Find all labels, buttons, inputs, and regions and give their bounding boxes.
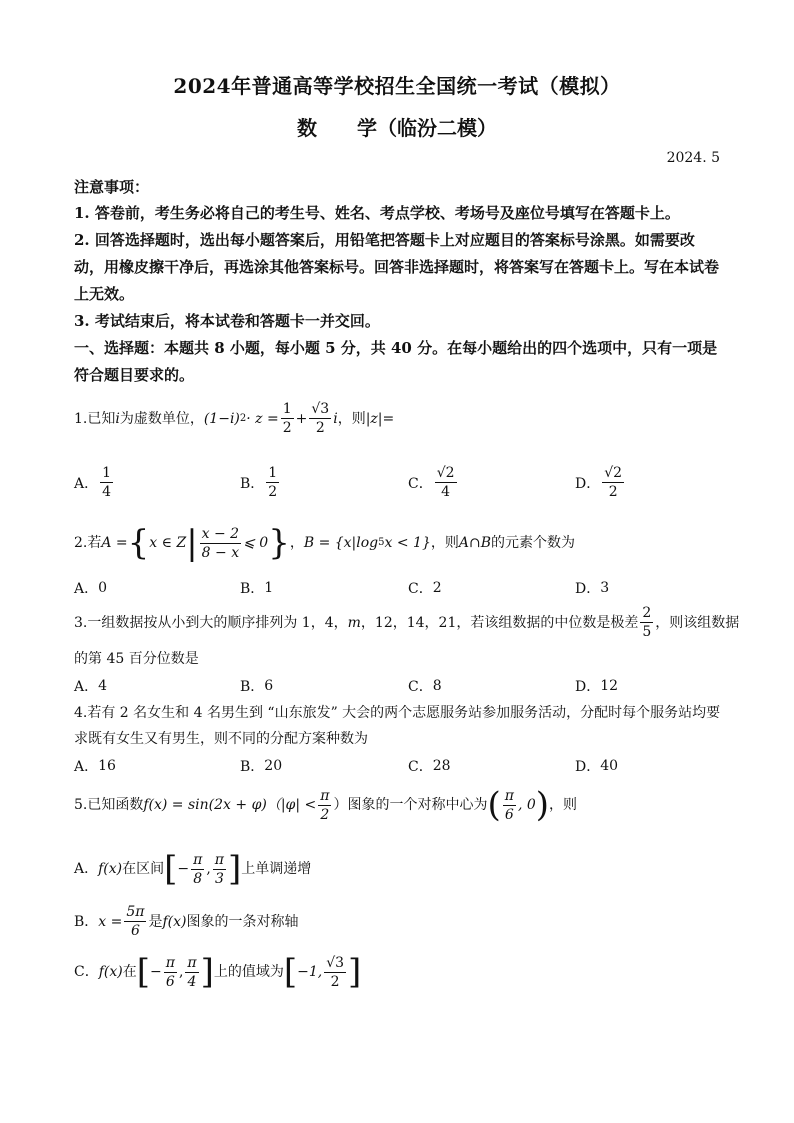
q5-center-lparen: ( bbox=[487, 785, 501, 825]
exam-date: 2024. 5 bbox=[666, 150, 720, 166]
q1-frac-2: $\frac{√3}{2}$ bbox=[311, 401, 330, 436]
q5-func: f(x) = sin(2x + φ) bbox=[143, 797, 267, 813]
q3-option-c[interactable]: C． 8 bbox=[408, 678, 442, 695]
q1-plus: + bbox=[295, 410, 308, 427]
q2-left-brace: { bbox=[127, 523, 150, 563]
q5-cond-a: （|φ| < bbox=[266, 797, 317, 813]
q1-option-c[interactable]: C． $\frac{√2}{4}$ bbox=[408, 465, 455, 500]
q1-expr-b: · z = bbox=[246, 410, 279, 427]
notice-item-3: 3. 考试结束后，将本试卷和答题卡一并交回。 bbox=[74, 312, 380, 330]
q5-option-c[interactable]: C． f(x) 在 [ − $\frac{\pi}{6}$ , $\frac{\pi}{4}$ ] 上的值域为 [ −1, $\frac{√3}{2}$ ] bbox=[74, 952, 362, 992]
q1-i-symbol: i bbox=[115, 410, 120, 427]
q2-option-b[interactable]: B． 1 bbox=[240, 580, 274, 597]
q2-comma: ， bbox=[289, 535, 304, 551]
q1-tail: i bbox=[333, 410, 338, 427]
q5-ask: ，则 bbox=[549, 797, 578, 813]
q5-center-rparen: ) bbox=[535, 785, 550, 825]
q1-eq: = bbox=[382, 410, 395, 427]
question-3-line-1 bbox=[74, 605, 740, 640]
q3-line1a: 3.一组数据按从小到大的顺序排列为 1，4， bbox=[74, 614, 348, 631]
q1-absz: |z| bbox=[365, 410, 383, 427]
q2-setb-tail: x < 1} bbox=[384, 535, 431, 551]
q4-option-d[interactable]: D． 40 bbox=[575, 758, 619, 775]
exam-title: 2024年普通高等学校招生全国统一考试（模拟） bbox=[173, 74, 621, 98]
question-1 bbox=[74, 402, 734, 435]
q2-option-c[interactable]: C． 2 bbox=[408, 580, 442, 597]
q1-option-b[interactable]: B． $\frac{1}{2}$ bbox=[240, 465, 278, 500]
q1-ask: ，则 bbox=[337, 410, 366, 427]
q2-right-brace: } bbox=[268, 523, 290, 563]
q3-m: m bbox=[347, 614, 361, 631]
section-heading: 一、选择题：本题共 8 小题，每小题 5 分，共 40 分。在每小题给出的四个选项中，只有一项是符合题目要求的。 bbox=[74, 339, 718, 384]
q1-exponent: 2 bbox=[239, 412, 247, 424]
q5-prefix: 5.已知函数 bbox=[74, 797, 144, 813]
q1-mid: 为虚数单位， bbox=[119, 410, 204, 427]
q5-pi-over-2: $\frac{\pi}{2}$ bbox=[320, 787, 330, 823]
q1-option-d[interactable]: D． $\frac{√2}{2}$ bbox=[575, 465, 623, 500]
q2-frac: $\frac{x - 2}{8 - x}$ bbox=[201, 525, 240, 561]
q5-center-tail: , 0 bbox=[517, 797, 536, 813]
notice-item-1: 1. 答卷前，考生务必将自己的考生号、姓名、考点学校、考场号及座位号填写在答题卡上。 bbox=[74, 204, 680, 222]
question-2 bbox=[74, 523, 734, 563]
q1-frac-1: $\frac{1}{2}$ bbox=[282, 401, 292, 436]
q3-frac: $\frac{2}{5}$ bbox=[642, 605, 652, 640]
q5-cond-b: ）图象的一个对称中心为 bbox=[333, 797, 488, 813]
q2-tail: 的元素个数为 bbox=[491, 535, 575, 551]
q4-options bbox=[74, 756, 734, 786]
notice-heading: 注意事项： bbox=[74, 178, 150, 196]
q2-seta-lhs: A = bbox=[101, 535, 128, 551]
question-4-line-1: 4.若有 2 名女生和 4 名男生到 “山东旅发” 大会的两个志愿服务站参加服务活动，分配时每个服务站均要 bbox=[74, 705, 721, 721]
q2-ask: ，则 bbox=[430, 535, 459, 551]
q2-le0: ⩽ 0 bbox=[243, 535, 269, 551]
q1-options bbox=[74, 465, 734, 500]
q3-option-a[interactable]: A． 4 bbox=[74, 678, 108, 695]
q4-option-b[interactable]: B． 20 bbox=[240, 758, 283, 775]
q1-expr-a: (1−i) bbox=[203, 410, 240, 427]
question-4-line-2: 求既有女生又有男生，则不同的分配方案种数为 bbox=[74, 731, 368, 747]
q2-seta-body: x ∈ Z bbox=[149, 535, 187, 551]
q2-setb: B = {x|log bbox=[303, 535, 379, 551]
q5-option-b[interactable]: B． x = $\frac{5\pi}{6}$ 是 f(x) 图象的一条对称轴 bbox=[74, 904, 299, 939]
notice-item-2: 2. 回答选择题时，选出每小题答案后，用铅笔把答题卡上对应题目的答案标号涂黑。如需要改动，用橡皮擦干净后，再选涂其他答案标号。回答非选择题时，将答案写在答题卡上。写在本试卷上无效。 bbox=[74, 231, 720, 303]
q3-option-b[interactable]: B． 6 bbox=[240, 678, 274, 695]
q3-line1c: ，则该组数据 bbox=[655, 614, 740, 631]
q2-options bbox=[74, 578, 734, 608]
q5-center-frac: $\frac{\pi}{6}$ bbox=[504, 787, 514, 823]
question-5 bbox=[74, 785, 734, 825]
q2-option-a[interactable]: A． 0 bbox=[74, 580, 108, 597]
q4-option-a[interactable]: A． 16 bbox=[74, 758, 116, 775]
q5-option-a[interactable]: A． f(x) 在区间 [ − $\frac{\pi}{8}$ , $\frac{\pi}{3}$ ] 上单调递增 bbox=[74, 849, 312, 889]
q3-line1b: ，12，14，21，若该组数据的中位数是极差 bbox=[360, 614, 639, 631]
q1-option-a[interactable]: A． $\frac{1}{4}$ bbox=[74, 465, 112, 500]
q1-prefix: 1.已知 bbox=[74, 410, 116, 427]
q2-log-base: 5 bbox=[378, 537, 385, 548]
exam-subtitle: 数 学（临汾二模） bbox=[297, 116, 497, 140]
q2-prefix: 2.若 bbox=[74, 535, 102, 551]
q3-option-d[interactable]: D． 12 bbox=[575, 678, 619, 695]
q2-bar: | bbox=[186, 523, 198, 563]
question-3-line-2: 的第 45 百分位数是 bbox=[74, 651, 199, 667]
q2-option-d[interactable]: D． 3 bbox=[575, 580, 610, 597]
q2-intersection: A∩B bbox=[458, 535, 491, 551]
q4-option-c[interactable]: C． 28 bbox=[408, 758, 451, 775]
